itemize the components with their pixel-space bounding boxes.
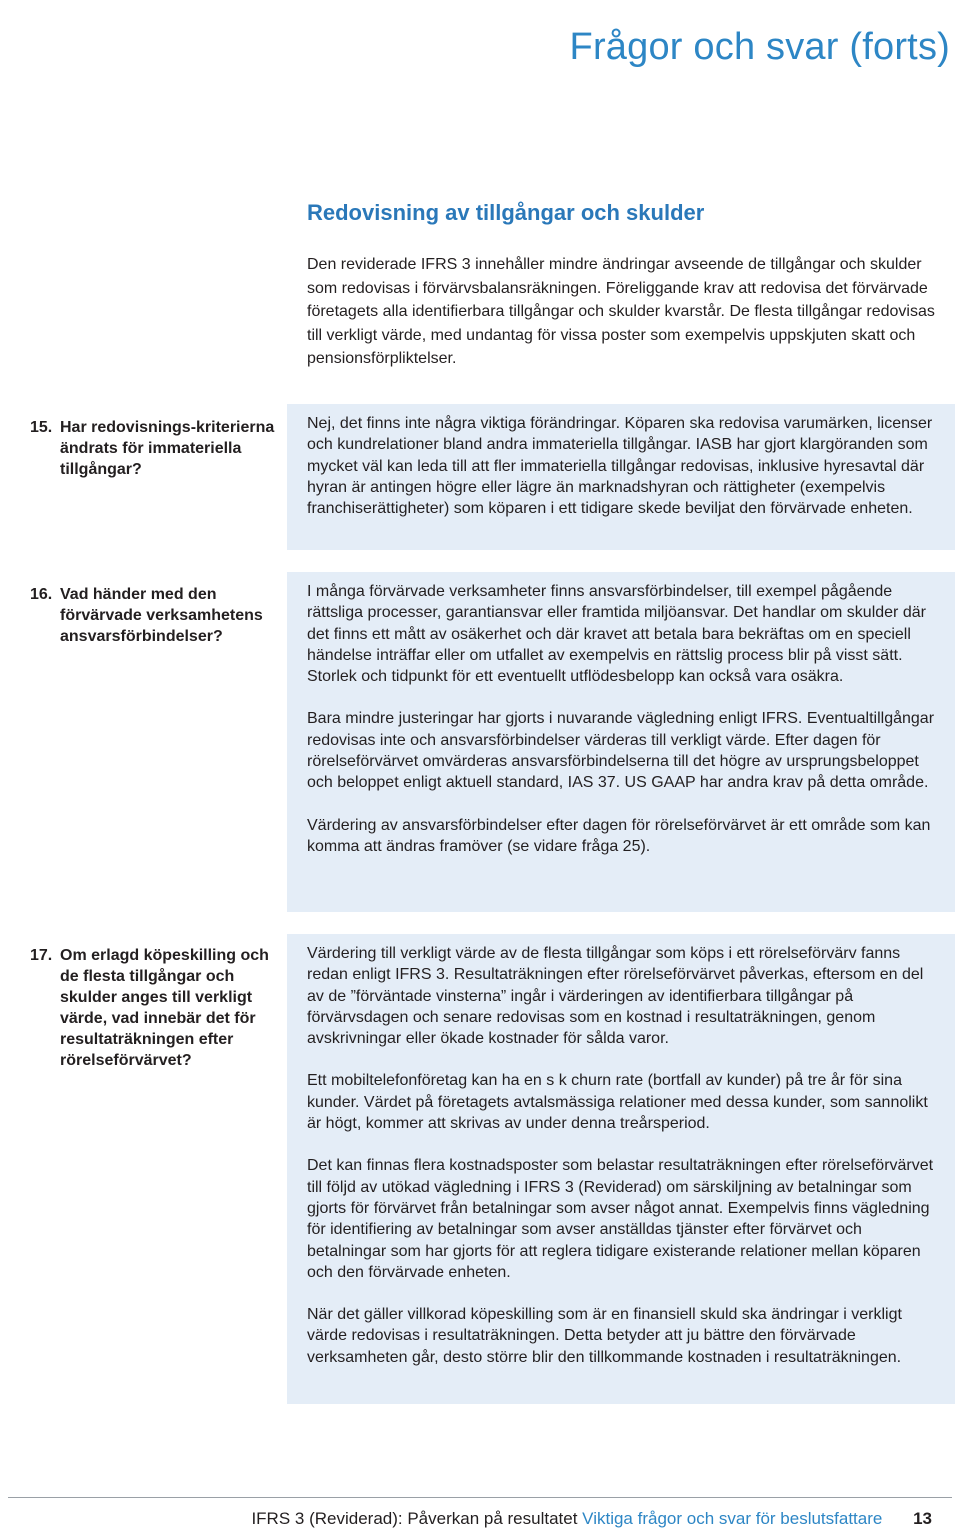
answer-paragraph: Nej, det finns inte några viktiga förändringar. Köparen ska redovisa varumärken, licenser och kundrelationer bland andra immateriella tillgångar. IASB har gjort klargöranden som mycket väl kan leda till att fler immateriella tillgångar redovisas, inklusive hyresavtal där hyran är antingen högre eller lägre än marknadshyran och rättigheter (exempelvis franchiserättigheter) som köparen i ett tidigare skede beviljat den förvärvade enheten.	[307, 415, 933, 518]
page-title: Frågor och svar (forts)	[569, 26, 950, 68]
page-footer	[251, 1509, 932, 1529]
answer-paragraph: När det gäller villkorad köpeskilling som är en finansiell skuld ska ändringar i verkligt värde redovisas i resultaträkningen. Detta betyder att ju bättre den förvärvade verksamheten går, desto större blir den tillkommande kostnaden i resultaträkningen.	[307, 1306, 902, 1366]
footer-section-title: Viktiga frågor och svar för beslutsfattare	[582, 1509, 883, 1528]
question-number: 15.	[30, 419, 53, 436]
footer-document-title: IFRS 3 (Reviderad): Påverkan på resultatet	[251, 1509, 578, 1528]
answer-paragraph: Värdering till verkligt värde av de flesta tillgångar som köps i ett rörelseförvärv fanns redan enligt IFRS 3. Resultaträkningen efter rörelseförvärvet påverkas, eftersom en del av de ”förväntade vinsterna” ingår i värderingen av identifierbara tillgångar på förvärvsdagen och senare redovisas som en kostnad i resultaträkningen, genom avskrivningar eller ökade kostnader för sålda varor.	[307, 945, 924, 1048]
answer-paragraph: Det kan finnas flera kostnadsposter som belastar resultaträkningen efter rörelseförvärvet till följd av utökad vägledning i IFRS 3 (Reviderad) om särskiljning av betalningar som gjorts för förvärvet från betalningar som avser något annat. Exempelvis finns vägledning för identifiering av betalningar som avser anställdas tjänster efter förvärvet och betalningar som har gjorts för att reglera tidigare existerande relationer mellan köparen och den förvärvade enheten.	[307, 1157, 934, 1281]
answer-paragraph: Värdering av ansvarsförbindelser efter dagen för rörelseförvärvet är ett område som kan komma att ändras framöver (se vidare fråga 25).	[307, 816, 931, 855]
section-heading: Redovisning av tillgångar och skulder	[307, 200, 705, 225]
answer-16	[287, 572, 955, 912]
page-number: 13	[913, 1509, 932, 1528]
answer-paragraph: I många förvärvade verksamheter finns ansvarsförbindelser, till exempel pågående rättsliga processer, garantiansvar eller framtida miljöansvar. Det handlar om skulder där det finns ett mått av osäkerhet och där kravet att betala bara bekräftas om en speciell händelse inträffar eller om utfallet av exempelvis en rättslig process blir på visst sätt. Storlek och tidpunkt för ett eventuellt utflödesbelopp kan också vara osäkra.	[307, 583, 926, 686]
question-text: Vad händer med den förvärvade verksamhetens ansvarsförbindelser?	[60, 586, 263, 645]
answer-15	[287, 404, 955, 550]
question-text: Har redovisnings-kriterierna ändrats för immateriella tillgångar?	[60, 419, 275, 478]
question-15	[30, 417, 275, 480]
answer-17	[287, 934, 955, 1404]
question-number: 16.	[30, 586, 53, 603]
intro-paragraph: Den reviderade IFRS 3 innehåller mindre ändringar avseende de tillgångar och skulder som redovisas i förvärvsbalansräkningen. Föreliggande krav att redovisa det förvärvade företagets alla identifierbara tillgångar och skulder kvarstår. De flesta tillgångar redovisas till verkligt värde, med undantag för vissa poster som exempelvis uppskjuten skatt och pensionsförpliktelser.	[307, 256, 935, 367]
question-17	[30, 945, 275, 1071]
question-number: 17.	[30, 947, 53, 964]
answer-paragraph: Ett mobiltelefonföretag kan ha en s k churn rate (bortfall av kunder) på tre år för sina kunder. Värdet på företagets avtalsmässiga relationer med dessa kunder, som sannolikt är högt, kommer att skrivas av under denna treårsperiod.	[307, 1072, 928, 1133]
question-16	[30, 584, 275, 647]
answer-paragraph: Bara mindre justeringar har gjorts i nuvarande vägledning enligt IFRS. Eventualtillgångar redovisas inte och ansvarsförbindelser värderas till verkligt värde. Efter dagen för rörelseförvärvet omvärderas ansvarsförbindelserna till det högre av ursprungsbeloppet och beloppet enligt aktuell standard, IAS 37. US GAAP har andra krav på detta område.	[307, 710, 935, 792]
question-text: Om erlagd köpeskilling och de flesta tillgångar och skulder anges till verkligt värde, vad innebär det för resultaträkningen efter rörelseförvärvet?	[60, 947, 269, 1069]
footer-divider	[8, 1497, 952, 1498]
